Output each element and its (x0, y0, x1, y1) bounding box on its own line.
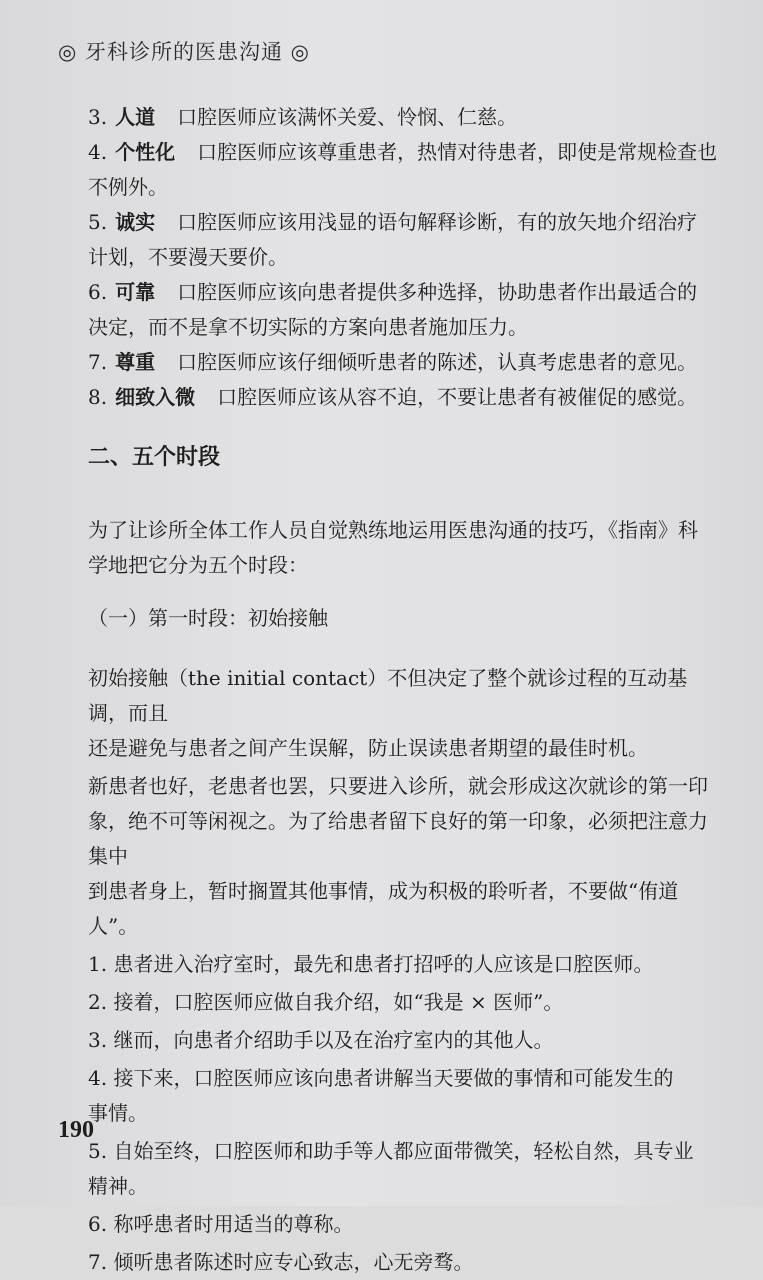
principle-text: 口腔医师应该从容不迫，不要让患者有被催促的感觉。 (217, 385, 698, 409)
paragraph-line: 还是避免与患者之间产生误解，防止误读患者期望的最佳时机。 (88, 736, 648, 760)
principle-number: 4. (88, 140, 108, 164)
paragraph-line: 到患者身上，暂时搁置其他事情，成为积极的聆听者，不要做“侑道人”。 (88, 879, 679, 938)
principle-number: 5. (88, 210, 108, 234)
step-item: 2. 接着，口腔医师应做自我介绍，如“我是 × 医师”。 (88, 990, 564, 1014)
principle-text: 口腔医师应该仔细倾听患者的陈述，认真考虑患者的意见。 (177, 350, 698, 374)
principle-text-continued: 计划，不要漫天要价。 (88, 245, 288, 269)
principle-number: 8. (88, 385, 108, 409)
step-item: 4. 接下来，口腔医师应该向患者讲解当天要做的事情和可能发生的 (88, 1066, 674, 1090)
principle-text: 口腔医师应该尊重患者，热情对待患者，即使是常规检查也 (197, 140, 718, 164)
section-heading: 二、五个时段 (88, 445, 221, 470)
principle-item (88, 275, 718, 310)
step-item-continued: 精神。 (88, 1174, 148, 1198)
principle-term: 人道 (115, 105, 156, 129)
step-item: 6. 称呼患者时用适当的尊称。 (88, 1212, 354, 1236)
paragraph-line: 新患者也好，老患者也罢，只要进入诊所，就会形成这次就诊的第一印 (88, 774, 708, 798)
principle-term: 可靠 (115, 280, 156, 304)
paragraph-line: 初始接触（the initial contact）不但决定了整个就诊过程的互动基调，而且 (88, 666, 688, 725)
step-item: 3. 继而，向患者介绍助手以及在治疗室内的其他人。 (88, 1028, 554, 1052)
step-item: 1. 患者进入治疗室时，最先和患者打招呼的人应该是口腔医师。 (88, 952, 654, 976)
page-number: 190 (58, 1117, 94, 1143)
principle-text: 口腔医师应该向患者提供多种选择，协助患者作出最适合的 (177, 280, 698, 304)
principle-text: 口腔医师应该用浅显的语句解释诊断，有的放矢地介绍治疗 (177, 210, 698, 234)
section-intro-line: 为了让诊所全体工作人员自觉熟练地运用医患沟通的技巧，《指南》科 (88, 518, 698, 542)
principle-number: 6. (88, 280, 108, 304)
running-header: ◎ 牙科诊所的医患沟通 ◎ (58, 40, 310, 64)
principle-text-continued: 决定，而不是拿不切实际的方案向患者施加压力。 (88, 315, 528, 339)
step-item: 7. 倾听患者陈述时应专心致志，心无旁骛。 (88, 1250, 474, 1274)
principle-item (88, 100, 718, 135)
step-item-continued: 事情。 (88, 1101, 148, 1125)
principle-item (88, 345, 718, 380)
principle-term: 尊重 (115, 350, 156, 374)
principle-item (88, 380, 718, 415)
step-item: 5. 自始至终，口腔医师和助手等人都应面带微笑，轻松自然，具专业 (88, 1139, 694, 1163)
principle-term: 诚实 (115, 210, 156, 234)
section-intro-line: 学地把它分为五个时段： (88, 553, 308, 577)
principle-number: 7. (88, 350, 108, 374)
principle-item (88, 205, 718, 240)
principle-text-continued: 不例外。 (88, 175, 168, 199)
principle-item (88, 135, 718, 170)
principle-term: 细致入微 (115, 385, 196, 409)
principle-number: 3. (88, 105, 108, 129)
principle-text: 口腔医师应该满怀关爱、怜悯、仁慈。 (177, 105, 518, 129)
page-body (88, 100, 718, 1280)
subsection-heading: （一）第一时段：初始接触 (88, 606, 328, 630)
principle-term: 个性化 (115, 140, 176, 164)
paragraph-line: 象，绝不可等闲视之。为了给患者留下良好的第一印象，必须把注意力集中 (88, 809, 708, 868)
